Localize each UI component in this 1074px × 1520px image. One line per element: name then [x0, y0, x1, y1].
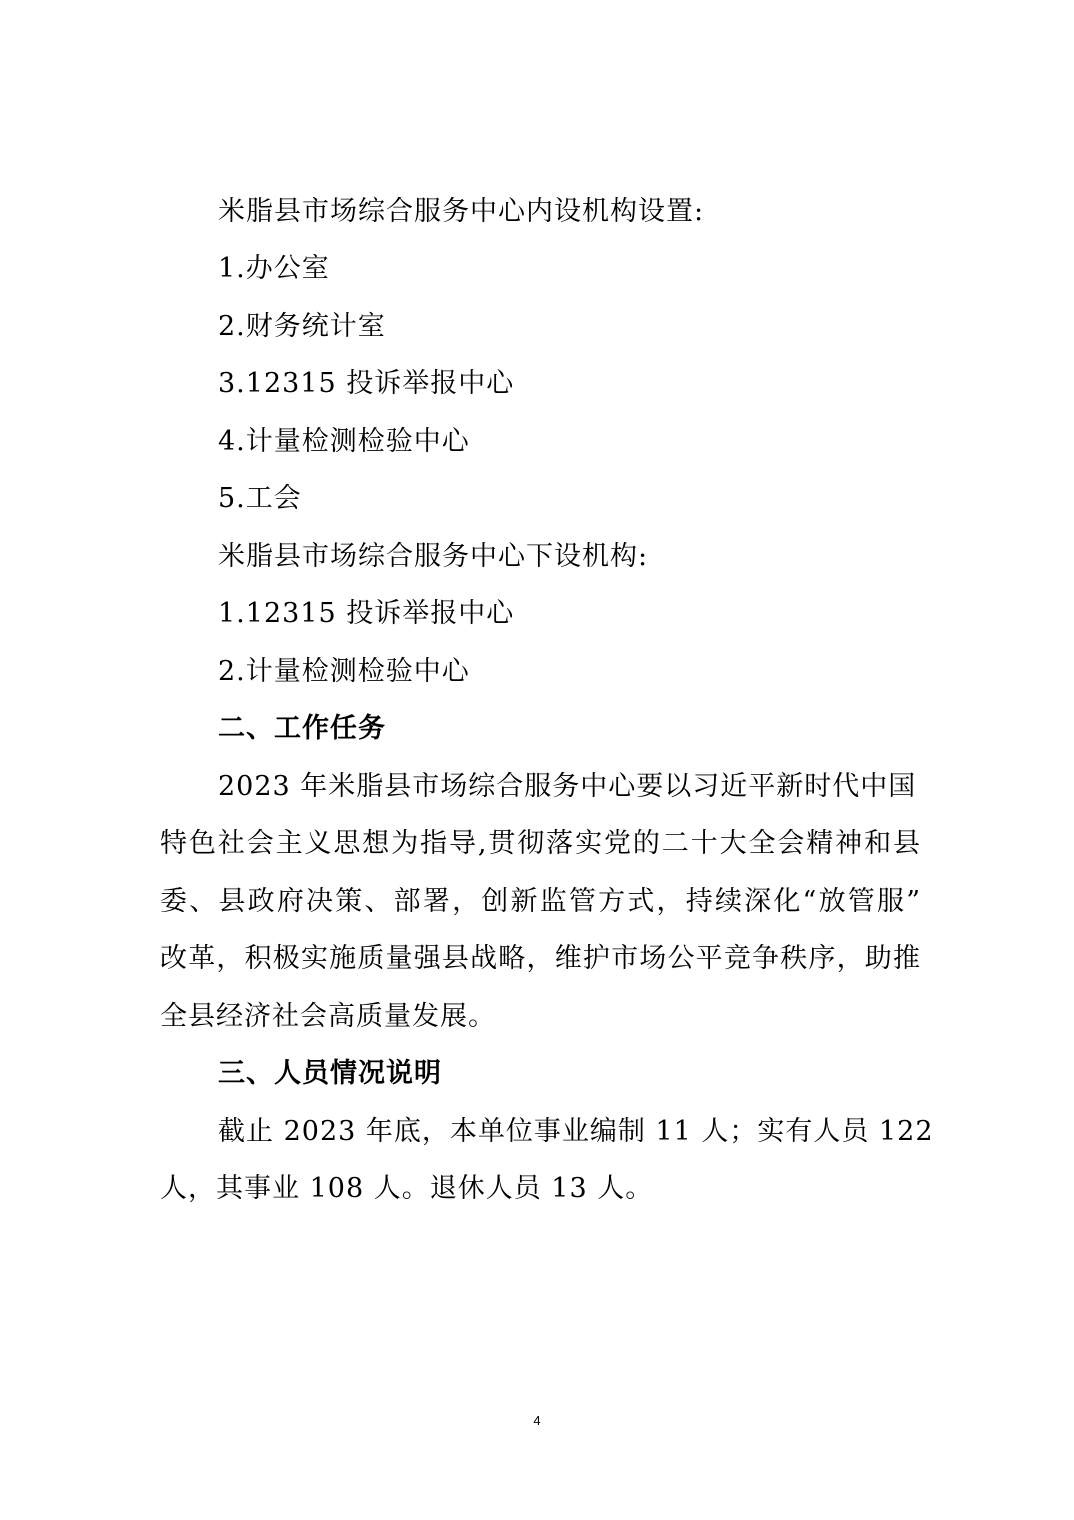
internal-structure-intro: 米脂县市场综合服务中心内设机构设置:	[218, 196, 705, 227]
internal-item: 1.办公室	[218, 253, 330, 284]
internal-item: 4.计量检测检验中心	[218, 426, 470, 457]
subordinate-item: 1.12315 投诉举报中心	[218, 598, 515, 629]
paragraph-line: 委、县政府决策、部署，创新监管方式，持续深化“放管服”	[160, 886, 920, 917]
page-number: 4	[533, 1413, 541, 1428]
paragraph-line: 人，其事业 108 人。退休人员 13 人。	[160, 1173, 654, 1204]
section-heading-staff: 三、人员情况说明	[218, 1058, 442, 1089]
subordinate-structure-intro: 米脂县市场综合服务中心下设机构:	[218, 541, 649, 572]
internal-item: 3.12315 投诉举报中心	[218, 368, 515, 399]
section-heading-work-tasks: 二、工作任务	[218, 713, 386, 744]
paragraph-line: 特色社会主义思想为指导,贯彻落实党的二十大全会精神和县	[160, 828, 920, 859]
paragraph-line: 2023 年米脂县市场综合服务中心要以习近平新时代中国	[218, 771, 917, 802]
internal-item: 2.财务统计室	[218, 311, 386, 342]
paragraph-line: 改革，积极实施质量强县战略，维护市场公平竞争秩序，助推	[160, 943, 920, 974]
paragraph-line: 全县经济社会高质量发展。	[160, 1001, 496, 1032]
paragraph-line: 截止 2023 年底，本单位事业编制 11 人；实有人员 122	[218, 1116, 934, 1147]
internal-item: 5.工会	[218, 483, 302, 514]
subordinate-item: 2.计量检测检验中心	[218, 656, 470, 687]
